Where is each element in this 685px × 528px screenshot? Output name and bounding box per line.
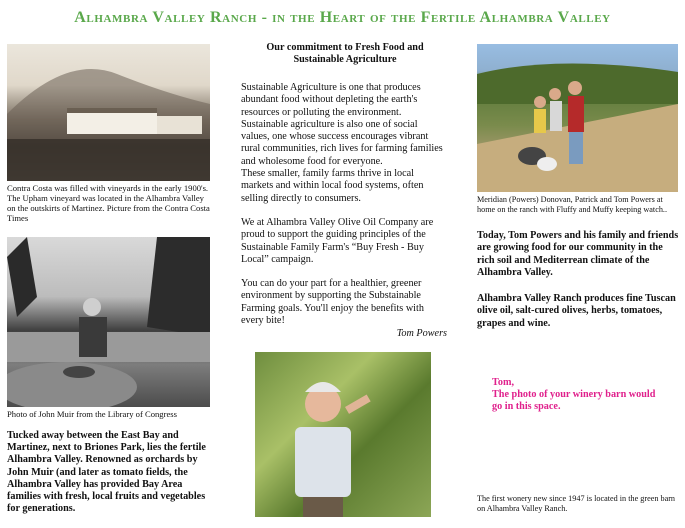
- sustainable-paragraph: Sustainable Agriculture is one that produces abundant food without depleting the earth's resources or polluting the environment. Sustainable agriculture is also one of social values, one whose success encourages vibrant rural communities, rich lives for farming families and wholesome food for everyone.: [241, 82, 443, 167]
- barn-photo-placeholder-note: Tom, The photo of your winery barn would go in this space.: [492, 377, 656, 413]
- page-title: Alhambra Valley Ranch - in the Heart of the Fertile Alhambra Valley: [74, 9, 611, 26]
- vineyard-photo-caption: Contra Costa was filled with vineyards in the early 1900's. The Upham vineyard was located in the Alhambra Valley on the outskirts of Martinez. Picture from the Contra Costa Times: [7, 183, 210, 223]
- signature: Tom Powers: [396, 328, 447, 340]
- products-paragraph: Alhambra Valley Ranch produces fine Tuscan olive oil, salt-cured olives, herbs, tomatoes, grapes and wine.: [477, 293, 676, 329]
- family-photo-caption: Meridian (Powers) Donovan, Patrick and Tom Powers at home on the ranch with Fluffy and Muffy keeping watch..: [477, 195, 668, 214]
- commitment-heading: Our commitment to Fresh Food and Sustainable Agriculture: [266, 42, 424, 66]
- vineyard-hill-illustration: [7, 44, 210, 181]
- muir-photo-caption: Photo of John Muir from the Library of Congress: [7, 409, 177, 419]
- valley-history-text: Tucked away between the East Bay and Martinez, next to Briones Park, lies the fertile Alhambra Valley. Renowned as orchards by John Muir (and later as tomato fields, the Alhambra Valley has provided Bay Area families with fresh, local fruits and vegetables for generations.: [7, 430, 206, 515]
- tom-powers-photo: [255, 352, 431, 517]
- john-muir-scene-illustration: [7, 237, 210, 407]
- family-ranch-illustration: [477, 44, 678, 192]
- family-farms-paragraph: These smaller, family farms thrive in local markets and within local food systems, often selling directly to consumers.: [241, 168, 424, 204]
- buy-local-paragraph: We at Alhambra Valley Olive Oil Company are proud to support the guiding principles of the Sustainable Family Farm's “Buy Fresh - Buy Local” campaign.: [241, 216, 434, 265]
- greener-paragraph: You can do your part for a healthier, greener environment by supporting the Substainable Farming goals. You'll enjoy the benefits with every bite!: [241, 278, 424, 327]
- vineyard-history-photo: [7, 44, 210, 181]
- tom-powers-figure: [255, 352, 431, 517]
- today-paragraph: Today, Tom Powers and his family and friends are growing food for our community in the rich soil and Mediterrean climate of the Alhambra Valley.: [477, 230, 679, 278]
- barn-caption: The first wonery new since 1947 is located in the green barn on Alhambra Valley Ranch.: [477, 494, 676, 513]
- commitment-body: [241, 82, 447, 341]
- family-ranch-photo: [477, 44, 678, 192]
- john-muir-photo: [7, 237, 210, 407]
